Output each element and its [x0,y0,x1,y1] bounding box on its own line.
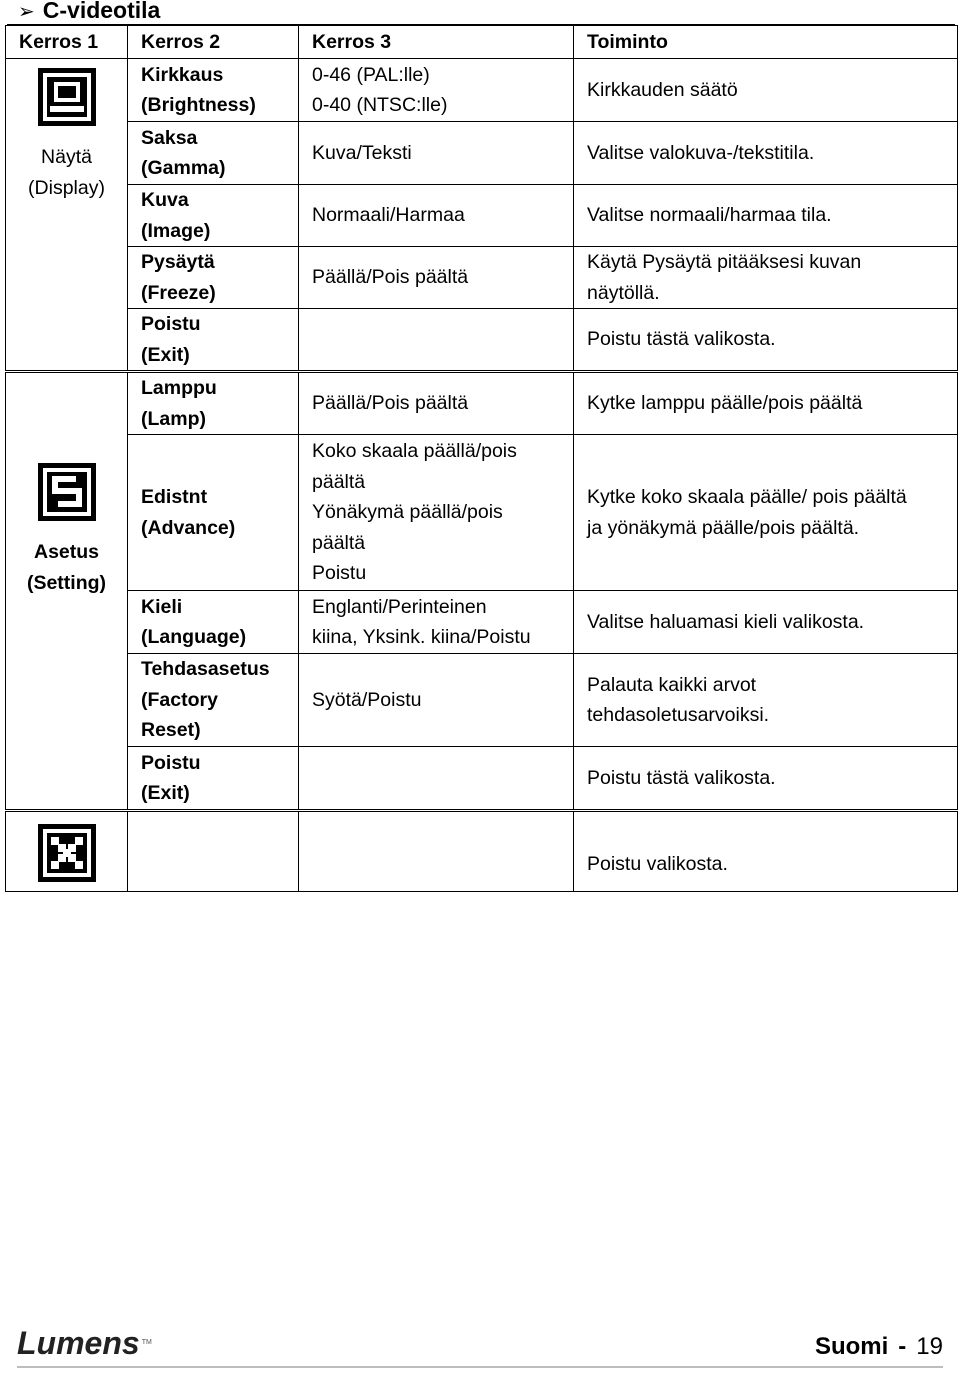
k2-gamma: Saksa (Gamma) [128,122,299,185]
table-row [6,122,958,185]
action-brightness: Kirkkauden säätö [574,59,958,122]
exit-x-icon [6,822,127,884]
display-monitor-icon [6,66,127,128]
bullet-arrow-icon: ➢ [18,1,35,23]
footer-language: Suomi [814,1333,889,1360]
action-advance: Kytke koko skaala päälle/ pois päältä ja yönäkymä päälle/pois päältä. [574,435,958,591]
table-row [6,59,958,122]
k2-advance: Edistnt (Advance) [128,435,299,591]
footer-separator: - [898,1333,907,1360]
k3-setting-exit-empty [299,747,574,811]
table-row [6,654,958,747]
brand-name: Lumens [17,1325,140,1361]
header-kerros-2: Kerros 2 [128,26,299,59]
k2-image: Kuva (Image) [128,185,299,247]
k2-setting-exit: Poistu (Exit) [128,747,299,811]
setting-group-cell [6,372,128,811]
footer-divider [17,1366,943,1368]
k2-lamp: Lamppu (Lamp) [128,372,299,435]
table-row [6,747,958,811]
page-footer-label [815,1332,943,1362]
k3-language: Englanti/Perinteinen kiina, Yksink. kiina/Poistu [299,591,574,654]
exit-group-cell [6,811,128,892]
table-row [6,185,958,247]
trademark: TM [141,1339,152,1346]
k2-brightness: Kirkkaus (Brightness) [128,59,299,122]
action-exit: Poistu tästä valikosta. [574,309,958,372]
k2-factory-reset: Tehdasasetus (Factory Reset) [128,654,299,747]
k2-exit-empty [128,811,299,892]
k2-exit: Poistu (Exit) [128,309,299,372]
k2-freeze: Pysäytä (Freeze) [128,247,299,309]
action-exit-menu: Poistu valikosta. [574,811,958,892]
k3-gamma: Kuva/Teksti [299,122,574,185]
table-row [6,435,958,591]
k3-factory-reset: Syötä/Poistu [299,654,574,747]
action-language: Valitse haluamasi kieli valikosta. [574,591,958,654]
action-freeze: Käytä Pysäytä pitääksesi kuvan näytöllä. [574,247,958,309]
table-row [6,247,958,309]
k3-brightness: 0-46 (PAL:lle) 0-40 (NTSC:lle) [299,59,574,122]
header-kerros-3: Kerros 3 [299,26,574,59]
section-heading [18,0,160,24]
action-setting-exit: Poistu tästä valikosta. [574,747,958,811]
action-lamp: Kytke lamppu päälle/pois päältä [574,372,958,435]
k3-lamp: Päällä/Pois päältä [299,372,574,435]
k3-advance: Koko skaala päällä/pois päältä Yönäkymä päällä/pois päältä Poistu [299,435,574,591]
setting-label: Asetus [33,541,100,563]
header-toiminto: Toiminto [574,26,958,59]
display-label: Näytä [41,146,92,168]
section-title: C-videotila [42,0,161,23]
lumens-logo [17,1326,152,1360]
header-kerros-1: Kerros 1 [6,26,128,59]
setting-tool-icon [6,461,127,523]
table-row [6,309,958,372]
k3-image: Normaali/Harmaa [299,185,574,247]
action-factory-reset: Palauta kaikki arvot tehdasoletusarvoiksi. [574,654,958,747]
display-group-cell [6,59,128,372]
table-row [6,591,958,654]
display-label-en: (Display) [28,176,105,199]
k2-language: Kieli (Language) [128,591,299,654]
k3-exit-empty [299,309,574,372]
menu-table [5,25,958,892]
k3-freeze: Päällä/Pois päältä [299,247,574,309]
setting-label-en: (Setting) [26,571,107,594]
table-header-row [6,26,958,59]
action-gamma: Valitse valokuva-/tekstitila. [574,122,958,185]
action-image: Valitse normaali/harmaa tila. [574,185,958,247]
k3-exit-empty-2 [299,811,574,892]
page-number: 19 [916,1333,943,1360]
table-row [6,811,958,892]
table-row [6,372,958,435]
